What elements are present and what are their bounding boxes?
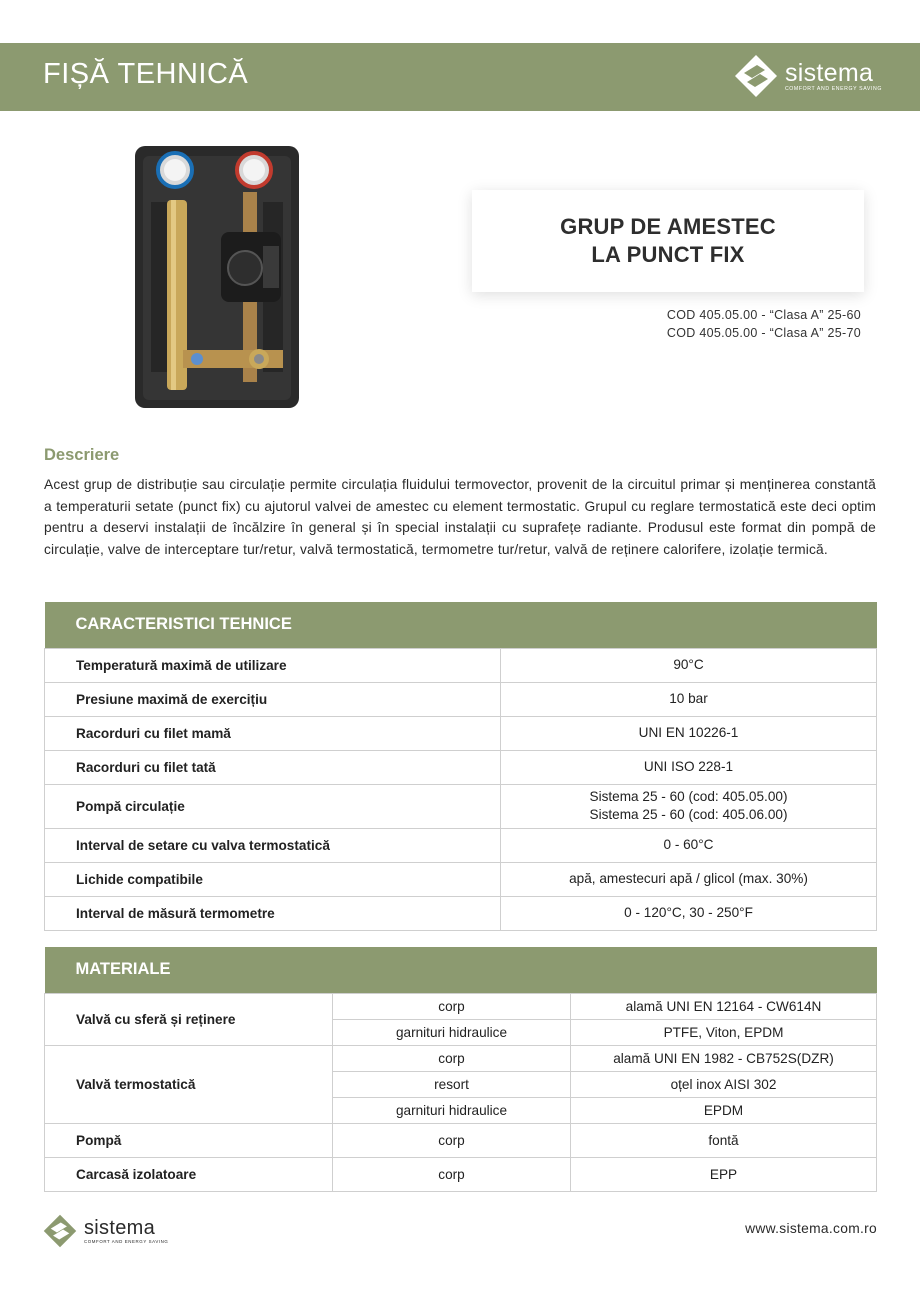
table-row	[45, 716, 877, 750]
material-value: EPP	[571, 1157, 877, 1191]
material-part: corp	[333, 1045, 571, 1071]
logo-name: sistema	[784, 58, 874, 87]
spec-label: Racorduri cu filet tată	[45, 750, 501, 784]
logo-tagline: COMFORT AND ENERGY SAVING	[784, 85, 882, 92]
table-row	[45, 1123, 877, 1157]
description-text: Acest grup de distribuție sau circulație permite circulația fluidului termovector, provenit de la circuitul primar și menținerea constantă a temperaturii setate (punct fix) cu ajutorul valvei de amestec cu element termostatic. Grupul cu reglare termostatică este deci optim pentru a deservi instalații de încălzire în general și în special instalații cu suprafețe radiante. Produsul este format din pompă de circulație, valve de interceptare tur/retur, valvă termostatică, termometre tur/retur, valvă de reținere calorifere, izolație termică.	[44, 477, 876, 558]
product-title-line1: GRUP DE AMESTEC	[560, 214, 776, 239]
table-row	[45, 828, 877, 862]
spec-label: Racorduri cu filet mamă	[45, 716, 501, 750]
table-row	[45, 750, 877, 784]
spec-label: Lichide compatibile	[45, 862, 501, 896]
table-row	[45, 784, 877, 828]
spec-value: 0 - 120°C, 30 - 250°F	[501, 896, 877, 930]
product-image	[133, 142, 301, 410]
spec-value-line: Sistema 25 - 60 (cod: 405.05.00)	[589, 789, 788, 804]
material-value: oțel inox AISI 302	[571, 1071, 877, 1097]
product-title-line2: LA PUNCT FIX	[591, 242, 745, 267]
logo-name: sistema	[84, 1217, 156, 1239]
material-group: Valvă termostatică	[45, 1045, 333, 1123]
material-group: Carcasă izolatoare	[45, 1157, 333, 1191]
table-row	[45, 993, 877, 1019]
material-value: alamă UNI EN 1982 - CB752S(DZR)	[571, 1045, 877, 1071]
material-value: PTFE, Viton, EPDM	[571, 1019, 877, 1045]
product-code: COD 405.05.00 - “Clasa A” 25-70	[666, 325, 861, 340]
material-part: corp	[333, 993, 571, 1019]
table-row	[45, 682, 877, 716]
spec-label: Interval de măsură termometre	[45, 896, 501, 930]
spec-label: Temperatură maximă de utilizare	[45, 648, 501, 682]
sistema-logo-icon	[43, 1214, 77, 1248]
spec-value-line: Sistema 25 - 60 (cod: 405.06.00)	[589, 807, 788, 822]
header-logo	[734, 54, 882, 98]
material-value: EPDM	[571, 1097, 877, 1123]
header-bar	[0, 43, 920, 111]
sistema-logo-icon	[734, 54, 778, 98]
spec-value: UNI ISO 228-1	[501, 750, 877, 784]
website-link[interactable]: www.sistema.com.ro	[745, 1221, 877, 1236]
material-part: garnituri hidraulice	[333, 1019, 571, 1045]
footer-logo	[43, 1214, 168, 1248]
product-code: COD 405.05.00 - “Clasa A” 25-60	[666, 308, 861, 322]
table-row	[45, 648, 877, 682]
table-row	[45, 1045, 877, 1071]
table-row	[45, 896, 877, 930]
spec-value	[501, 784, 877, 828]
spec-value: 10 bar	[501, 682, 877, 716]
product-title-card	[472, 190, 864, 292]
material-group: Pompă	[45, 1123, 333, 1157]
spec-label: Presiune maximă de exercițiu	[45, 682, 501, 716]
spec-value: UNI EN 10226-1	[501, 716, 877, 750]
spec-value: 0 - 60°C	[501, 828, 877, 862]
spec-label: Interval de setare cu valva termostatică	[45, 828, 501, 862]
material-part: resort	[333, 1071, 571, 1097]
table-row	[45, 1157, 877, 1191]
logo-tagline: COMFORT AND ENERGY SAVING	[84, 1239, 169, 1244]
material-part: garnituri hidraulice	[333, 1097, 571, 1123]
spec-value: apă, amestecuri apă / glicol (max. 30%)	[501, 862, 877, 896]
spec-label: Pompă circulație	[45, 784, 501, 828]
spec-value: 90°C	[501, 648, 877, 682]
product-codes	[667, 307, 861, 342]
tech-specs-table	[44, 602, 877, 931]
description-heading: Descriere	[44, 446, 120, 464]
page-title: FIȘĂ TEHNICĂ	[43, 58, 249, 90]
materials-table	[44, 947, 877, 1192]
material-part: corp	[333, 1123, 571, 1157]
material-value: fontă	[571, 1123, 877, 1157]
tech-specs-heading: CARACTERISTICI TEHNICE	[45, 602, 877, 648]
materials-heading: MATERIALE	[45, 947, 877, 993]
material-value: alamă UNI EN 12164 - CW614N	[571, 993, 877, 1019]
table-row	[45, 862, 877, 896]
material-group: Valvă cu sferă și reținere	[45, 993, 333, 1045]
material-part: corp	[333, 1157, 571, 1191]
